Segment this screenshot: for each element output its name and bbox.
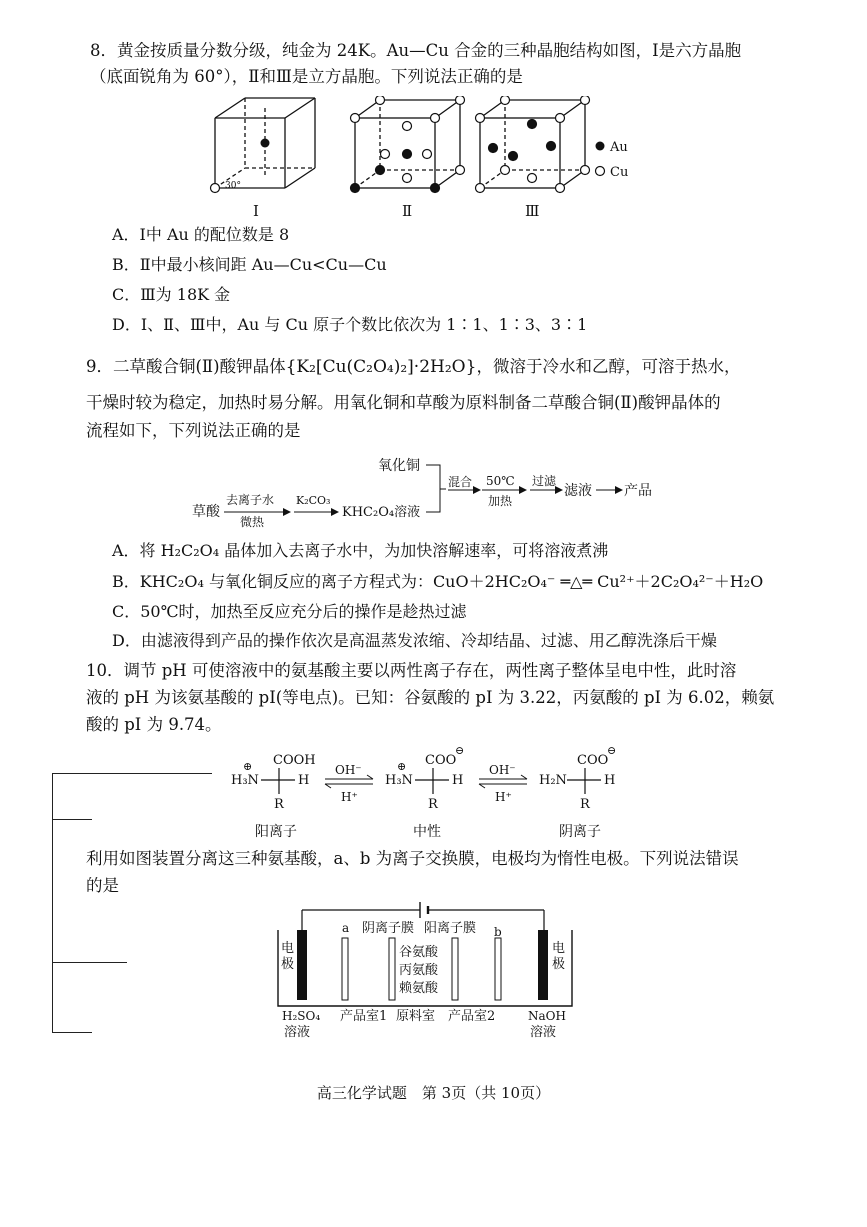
arrow2-h: H⁺ <box>495 790 512 804</box>
neutral-plus: ⊕ <box>397 760 407 773</box>
neutral-minus: ⊖ <box>455 744 465 757</box>
cell-label-1: Ⅰ <box>253 202 259 220</box>
q8-option-a: A．Ⅰ中 Au 的配位数是 8 <box>112 225 290 244</box>
synthesis-flowchart <box>190 452 670 532</box>
left-electrode <box>297 930 307 1000</box>
q9-option-d: D．由滤液得到产品的操作依次是高温蒸发浓缩、冷却结晶、过滤、用乙醇洗涤后干燥 <box>112 631 717 650</box>
anion-h2n: H₂N <box>539 773 567 788</box>
margin-rule-3 <box>52 962 127 963</box>
cell-label-2: Ⅱ <box>402 202 413 220</box>
left-electrode-label: 电极 <box>281 941 295 972</box>
species-anion: 阴离子 <box>559 824 601 840</box>
arrow1-h: H⁺ <box>341 790 358 804</box>
q8-option-d: D．Ⅰ、Ⅱ、Ⅲ中，Au 与 Cu 原子个数比依次为 1∶1、1∶3、3∶1 <box>112 315 588 334</box>
right-electrode <box>538 930 548 1000</box>
q9-stem-line2: 干燥时较为稳定，加热时易分解。用氧化铜和草酸为原料制备二草酸合铜(Ⅱ)酸钾晶体的 <box>86 393 721 412</box>
cation-membrane-label: 阳离子膜 <box>424 921 477 936</box>
flow-step1-bottom: 微热 <box>240 515 265 529</box>
flow-solution: KHC₂O₄溶液 <box>342 505 421 520</box>
q8-stem-line2: （底面锐角为 60°），Ⅱ和Ⅲ是立方晶胞。下列说法正确的是 <box>90 67 523 86</box>
right-solution-2: 溶液 <box>530 1025 557 1040</box>
margin-rule-2 <box>52 819 92 820</box>
flow-filtrate: 滤液 <box>564 483 592 499</box>
q9-option-c: C．50℃时，加热至反应充分后的操作是趁热过滤 <box>112 602 467 621</box>
q9-option-a: A．将 H₂C₂O₄ 晶体加入去离子水中，为加快溶解速率，可将溶液煮沸 <box>112 541 609 560</box>
q8-stem-line1: 8．黄金按质量分数分级，纯金为 24K。Au—Cu 合金的三种晶胞结构如图，Ⅰ是六方晶胞 <box>90 41 742 60</box>
flow-step3-bottom: 加热 <box>488 494 513 508</box>
cell-2-atoms <box>351 96 465 193</box>
chamber1-label: 产品室1 <box>340 1009 388 1024</box>
neutral-r: R <box>428 797 438 812</box>
species-cation: 阳离子 <box>255 824 297 840</box>
legend-cu-dot <box>596 167 605 176</box>
q10-stem-line5: 的是 <box>86 876 119 895</box>
amino-acid-equilibrium <box>225 744 635 844</box>
cu-atom <box>211 184 220 193</box>
membrane-b <box>495 938 501 1000</box>
q9-stem-part1: 9．二草酸合铜(Ⅱ)酸钾晶体 <box>86 357 286 376</box>
anion-minus: ⊖ <box>607 744 617 757</box>
q10-stem-line2: 液的 pH 为该氨基酸的 pI(等电点)。已知：谷氨酸的 pI 为 3.22，丙氨酸的 pI 为 6.02，赖氨 <box>86 688 775 707</box>
anion-h: H <box>604 773 616 788</box>
membrane-a-label: a <box>342 921 350 935</box>
feed-glutamic: 谷氨酸 <box>399 945 439 960</box>
feed-alanine: 丙氨酸 <box>399 963 439 978</box>
feed-chamber-label: 原料室 <box>396 1009 436 1024</box>
arrow1-oh: OH⁻ <box>335 763 362 777</box>
anion-membrane-label: 阴离子膜 <box>362 921 415 936</box>
electrodialysis-apparatus <box>270 896 600 1046</box>
membrane-b-label: b <box>494 925 502 939</box>
margin-rule-1 <box>52 773 212 774</box>
cation-h3n: H₃N <box>231 773 259 788</box>
cation-cooh: COOH <box>273 753 316 768</box>
page-footer: 高三化学试题 第 3页（共 10页） <box>316 1084 551 1102</box>
q9-stem-line1 <box>86 356 740 378</box>
arrow2-oh: OH⁻ <box>489 763 516 777</box>
left-solution-2: 溶液 <box>284 1025 311 1040</box>
feed-lysine: 赖氨酸 <box>399 981 439 996</box>
angle-label: 30° <box>225 181 241 191</box>
flow-step1-top: 去离子水 <box>226 493 275 507</box>
anion-coo: COO <box>577 753 609 768</box>
cation-h: H <box>298 773 310 788</box>
legend-au-dot <box>596 142 605 151</box>
q10-stem-line4: 利用如图装置分离这三种氨基酸，a、b 为离子交换膜，电极均为惰性电极。下列说法错误 <box>86 849 739 868</box>
neutral-coo: COO <box>425 753 457 768</box>
cation-plus: ⊕ <box>243 760 253 773</box>
right-electrode-label: 电极 <box>552 941 566 972</box>
flow-step2-top: K₂CO₃ <box>296 494 331 507</box>
cation-r: R <box>274 797 284 812</box>
chamber2-label: 产品室2 <box>448 1009 496 1024</box>
neutral-h3n: H₃N <box>385 773 413 788</box>
q10-stem-line1: 10．调节 pH 可使溶液中的氨基酸主要以两性离子存在，两性离子整体呈电中性，此时溶 <box>86 661 737 680</box>
cell-label-3: Ⅲ <box>525 202 540 220</box>
q10-stem-line3: 酸的 pI 为 9.74。 <box>86 715 222 734</box>
neutral-h: H <box>452 773 464 788</box>
flow-mix: 混合 <box>448 475 473 489</box>
legend-cu-label: Cu <box>610 165 629 180</box>
membrane-a <box>342 938 348 1000</box>
q8-option-b: B．Ⅱ中最小核间距 Au—Cu<Cu—Cu <box>112 255 387 274</box>
membrane-3 <box>452 938 458 1000</box>
cell-3-atoms <box>476 96 590 193</box>
crystal-cells-figure <box>195 96 655 220</box>
q9-stem-line3: 流程如下，下列说法正确的是 <box>86 421 301 440</box>
margin-rule-4 <box>52 1032 92 1033</box>
legend-au-label: Au <box>610 140 628 155</box>
flow-step3-top: 50℃ <box>486 474 515 488</box>
membrane-2 <box>389 938 395 1000</box>
species-neutral: 中性 <box>413 824 441 840</box>
q8-option-c: C．Ⅲ为 18K 金 <box>112 285 231 304</box>
margin-rule-v <box>52 773 53 1033</box>
flow-reagent: 氧化铜 <box>378 458 420 474</box>
flow-step4-top: 过滤 <box>532 474 557 488</box>
q9-stem-part2: ，微溶于冷水和乙醇，可溶于热水， <box>476 357 741 376</box>
flow-start: 草酸 <box>192 504 220 520</box>
q9-option-b: B．KHC₂O₄ 与氧化铜反应的离子方程式为：CuO＋2HC₂O₄⁻ ═△═ Cu²⁺＋2C₂O₄²⁻＋H₂O <box>112 572 764 591</box>
q9-formula: {K₂[Cu(C₂O₄)₂]·2H₂O} <box>285 357 477 377</box>
left-solution-1: H₂SO₄ <box>282 1009 321 1023</box>
flow-product: 产品 <box>624 483 652 499</box>
right-solution-1: NaOH <box>528 1009 566 1023</box>
au-atom <box>261 139 270 148</box>
anion-r: R <box>580 797 590 812</box>
